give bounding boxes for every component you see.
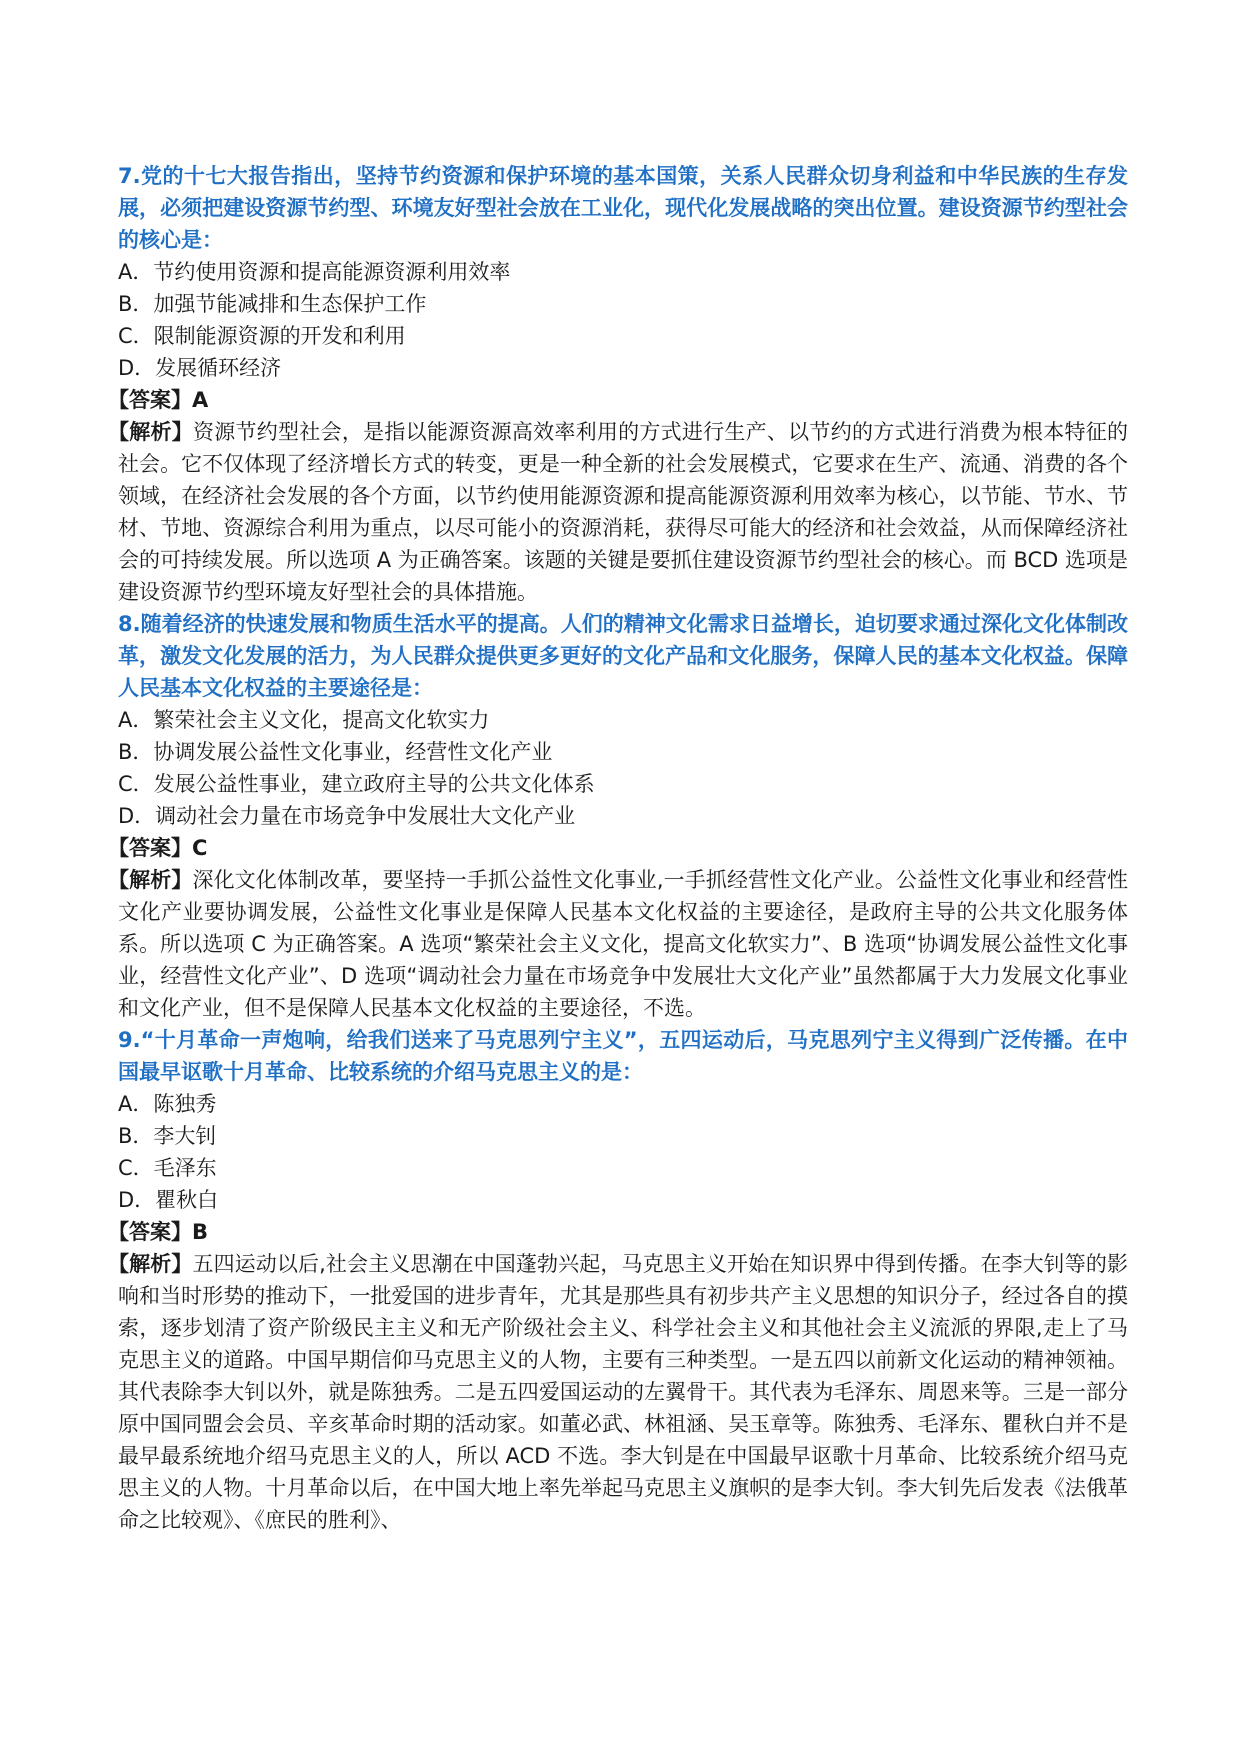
answer-value: C — [192, 836, 208, 860]
option-a: A．陈独秀 — [118, 1092, 217, 1116]
option-a: A．节约使用资源和提高能源资源利用效率 — [118, 260, 511, 284]
answer-line — [108, 1216, 1128, 1248]
question-title: 9.“十月革命一声炮响，给我们送来了马克思列宁主义”，五四运动后，马克思列宁主义得到广泛传播。在中国最早讴歌十月革命、比较系统的介绍马克思主义的是： — [118, 1028, 1128, 1084]
option-d: D．瞿秋白 — [118, 1188, 219, 1212]
answer-label: 【答案】 — [108, 388, 192, 412]
content-area — [108, 160, 1129, 1536]
analysis-paragraph — [108, 1248, 1129, 1536]
answer-value: A — [192, 388, 209, 412]
answer-line — [108, 384, 1128, 416]
analysis-text: 深化文化体制改革，要坚持一手抓公益性文化事业,一手抓经营性文化产业。公益性文化事业和经营性文化产业要协调发展，公益性文化事业是保障人民基本文化权益的主要途径，是政府主导的公共文化服务体系。所以选项 C 为正确答案。A 选项“繁荣社会主义文化，提高文化软实力”、B 选项“协调发展公益性文化事业，经营性文化产业”、D 选项“调动社会力量在市场竞争中发展壮大文化产业”虽然都属于大力发展文化事业和文化产业，但不是保障人民基本文化权益的主要途径，不选。 — [118, 868, 1129, 1020]
question-title: 7.党的十七大报告指出，坚持节约资源和保护环境的基本国策，关系人民群众切身利益和中华民族的生存发展，必须把建设资源节约型、环境友好型社会放在工业化，现代化发展战略的突出位置。建设资源节约型社会的核心是： — [118, 164, 1128, 252]
question-title: 8.随着经济的快速发展和物质生活水平的提高。人们的精神文化需求日益增长，迫切要求通过深化文化体制改革，激发文化发展的活力，为人民群众提供更多更好的文化产品和文化服务，保障人民的基本文化权益。保障人民基本文化权益的主要途径是： — [118, 612, 1128, 700]
answer-label: 【答案】 — [108, 1220, 192, 1244]
analysis-label: 【解析】 — [108, 420, 194, 444]
option-c: C．发展公益性事业，建立政府主导的公共文化体系 — [118, 772, 595, 796]
analysis-paragraph — [108, 864, 1129, 1024]
option-b: B．李大钊 — [118, 1124, 217, 1148]
option-c: C．毛泽东 — [118, 1156, 217, 1180]
answer-line — [108, 832, 1128, 864]
question-block — [108, 160, 1129, 608]
option-d: D．调动社会力量在市场竞争中发展壮大文化产业 — [118, 804, 576, 828]
option-a: A．繁荣社会主义文化，提高文化软实力 — [118, 708, 490, 732]
option-b: B．协调发展公益性文化事业，经营性文化产业 — [118, 740, 553, 764]
option-b: B．加强节能减排和生态保护工作 — [118, 292, 427, 316]
analysis-label: 【解析】 — [108, 1252, 193, 1276]
analysis-text: 五四运动以后,社会主义思潮在中国蓬勃兴起，马克思主义开始在知识界中得到传播。在李大钊等的影响和当时形势的推动下，一批爱国的进步青年，尤其是那些具有初步共产主义思想的知识分子，经过各自的摸索，逐步划清了资产阶级民主主义和无产阶级社会主义、科学社会主义和其他社会主义流派的界限,走上了马克思主义的道路。中国早期信仰马克思主义的人物，主要有三种类型。一是五四以前新文化运动的精神领袖。其代表除李大钊以外，就是陈独秀。二是五四爱国运动的左翼骨干。其代表为毛泽东、周恩来等。三是一部分原中国同盟会会员、辛亥革命时期的活动家。如董必武、林祖涵、吴玉章等。陈独秀、毛泽东、瞿秋白并不是最早最系统地介绍马克思主义的人，所以 ACD 不选。李大钊是在中国最早讴歌十月革命、比较系统介绍马克思主义的人物。十月革命以后，在中国大地上率先举起马克思主义旗帜的是李大钊。李大钊先后发表《法俄革命之比较观》、《庶民的胜利》、 — [118, 1252, 1129, 1532]
analysis-label: 【解析】 — [108, 868, 193, 892]
analysis-paragraph — [108, 416, 1129, 608]
question-block — [108, 1024, 1129, 1536]
answer-label: 【答案】 — [108, 836, 192, 860]
option-c: C．限制能源资源的开发和利用 — [118, 324, 406, 348]
question-block — [108, 608, 1129, 1024]
option-d: D．发展循环经济 — [118, 356, 282, 380]
analysis-text: 资源节约型社会，是指以能源资源高效率利用的方式进行生产、以节约的方式进行消费为根本特征的社会。它不仅体现了经济增长方式的转变，更是一种全新的社会发展模式，它要求在生产、流通、消费的各个领域，在经济社会发展的各个方面，以节约使用能源资源和提高能源资源利用效率为核心，以节能、节水、节材、节地、资源综合利用为重点，以尽可能小的资源消耗，获得尽可能大的经济和社会效益，从而保障经济社会的可持续发展。所以选项 A 为正确答案。该题的关键是要抓住建设资源节约型社会的核心。而 BCD 选项是建设资源节约型环境友好型社会的具体措施。 — [118, 420, 1129, 604]
answer-value: B — [192, 1220, 209, 1244]
